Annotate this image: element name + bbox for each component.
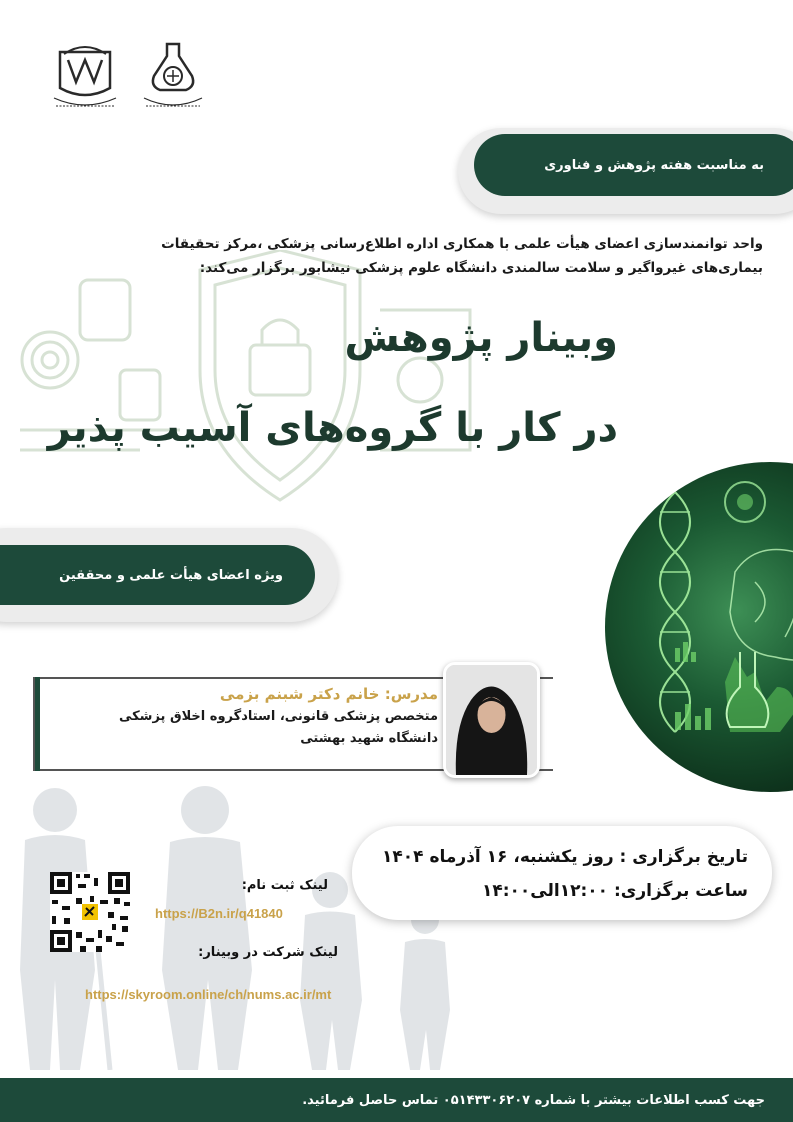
dna-brain-graphic: [605, 462, 793, 792]
contact-footer: [0, 1078, 793, 1122]
contact-text: جهت کسب اطلاعات بیشتر با شماره ۰۵۱۴۳۳۰۶۲۰۷ تماس حاصل فرمائید.: [302, 1092, 765, 1108]
instructor-info: [18, 682, 438, 750]
event-time: ساعت برگزاری: ۱۲:۰۰الی۱۴:۰۰: [481, 881, 748, 901]
occasion-pill: [474, 134, 793, 196]
instructor-name: مدرس: خانم دکتر شبنم بزمی: [219, 685, 438, 703]
audience-pill: [0, 545, 315, 605]
qr-code: [50, 872, 130, 952]
instructor-affiliation: دانشگاه شهید بهشتی: [300, 731, 438, 746]
research-center-logo: [138, 40, 208, 112]
occasion-text: به مناسبت هفته پژوهش و فناوری: [544, 157, 764, 173]
university-logo: [50, 40, 120, 112]
portrait-image: [446, 665, 537, 775]
webinar-title-line-2: در کار با گروه‌های آسیب پذیر: [47, 405, 618, 451]
security-background-graphic: [0, 250, 560, 520]
intro-line-1: واحد توانمندسازی اعضای هیأت علمی با همکاری اداره اطلاع‌رسانی پزشکی ،مرکز تحقیقات: [161, 236, 763, 252]
intro-text: [73, 232, 763, 280]
webinar-join-link[interactable]: https://skyroom.online/ch/nums.ac.ir/mt: [85, 987, 332, 1002]
instructor-photo: [443, 662, 540, 778]
event-date: تاریخ برگزاری : روز یکشنبه، ۱۶ آذرماه ۱۴۰۴: [382, 847, 748, 867]
science-illustration: [605, 462, 793, 792]
audience-text: ویژه اعضای هیأت علمی و محققین: [59, 567, 283, 583]
intro-line-2: بیماری‌های غیرواگیر و سلامت سالمندی دانشگاه علوم پزشکی نیشابور برگزار می‌کند:: [199, 260, 763, 276]
registration-link[interactable]: https://B2n.ir/q41840: [155, 906, 283, 921]
instructor-role: متخصص پزشکی قانونی، استادگروه اخلاق پزشکی: [118, 709, 438, 724]
webinar-join-link-label: لینک شرکت در وبینار:: [198, 945, 338, 960]
schedule-info: [368, 840, 748, 908]
webinar-title-line-1: وبینار پژوهش: [344, 315, 618, 361]
registration-link-label: لینک ثبت نام:: [241, 878, 328, 893]
